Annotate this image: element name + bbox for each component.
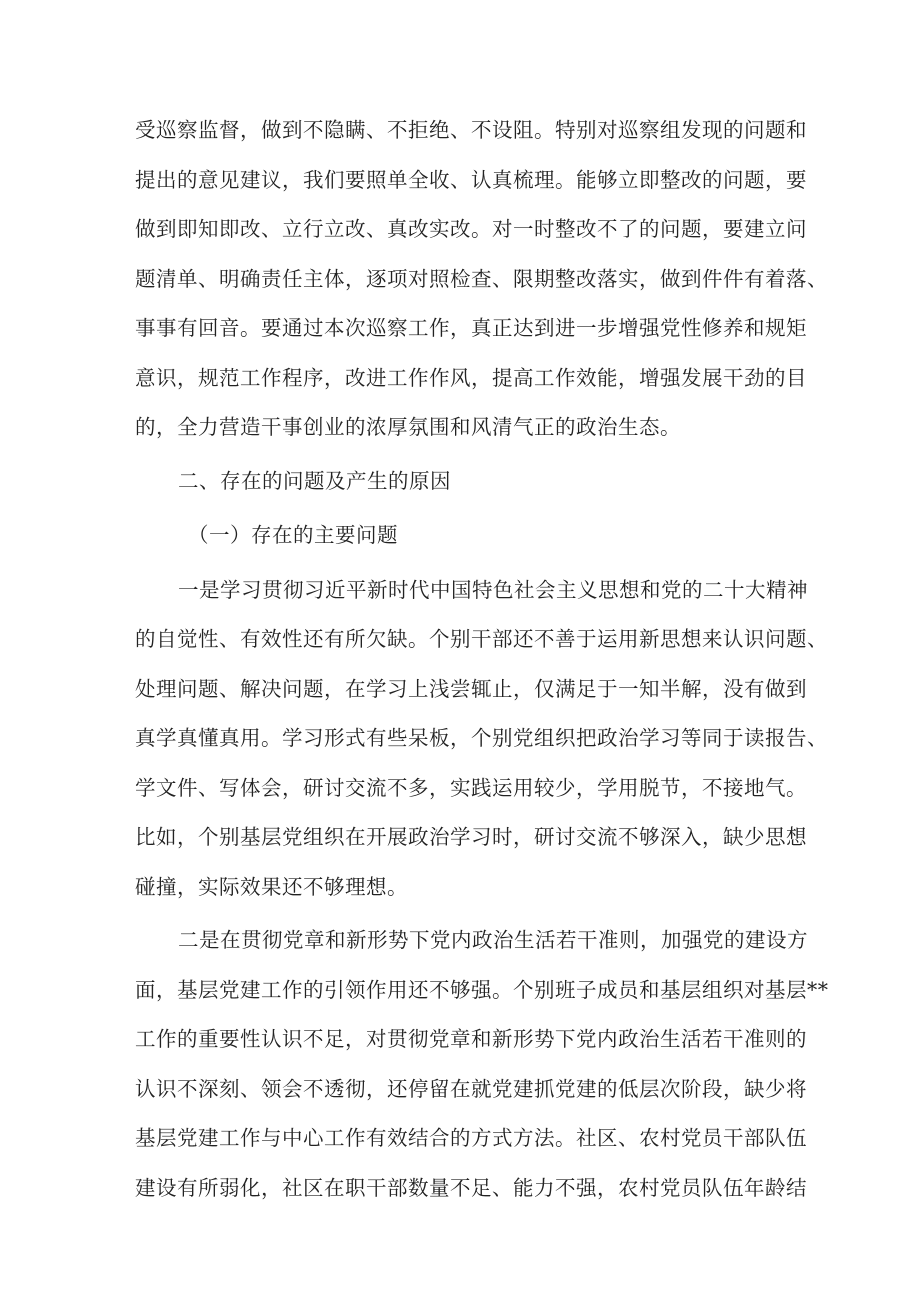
text-line: 二是在贯彻党章和新形势下党内政治生活若干准则，加强党的建设方 [178, 928, 808, 952]
subsection-heading: （一）存在的主要问题 [188, 523, 398, 547]
text-line: 一是学习贯彻习近平新时代中国特色社会主义思想和党的二十大精神 [178, 578, 808, 602]
text-line: 事事有回音。要通过本次巡察工作，真正达到进一步增强党性修养和规矩 [135, 316, 807, 340]
text-line: 提出的意见建议，我们要照单全收、认真梳理。能够立即整改的问题，要 [135, 168, 807, 192]
text-line: 面，基层党建工作的引领作用还不够强。个别班子成员和基层组织对基层** [135, 978, 829, 1002]
text-line: 真学真懂真用。学习形式有些呆板，个别党组织把政治学习等同于读报告、 [135, 726, 828, 750]
text-line: 做到即知即改、立行立改、真改实改。对一时整改不了的问题，要建立问 [135, 217, 807, 241]
text-line: 认识不深刻、领会不透彻，还停留在就党建抓党建的低层次阶段，缺少将 [135, 1077, 807, 1101]
text-line: 受巡察监督，做到不隐瞒、不拒绝、不设阻。特别对巡察组发现的问题和 [135, 118, 807, 142]
text-line: 的自觉性、有效性还有所欠缺。个别干部还不善于运用新思想来认识问题、 [135, 627, 828, 651]
text-line: 比如，个别基层党组织在开展政治学习时，研讨交流不够深入，缺少思想 [135, 825, 807, 849]
text-line: 基层党建工作与中心工作有效结合的方式方法。社区、农村党员干部队伍 [135, 1126, 807, 1150]
text-line: 工作的重要性认识不足，对贯彻党章和新形势下党内政治生活若干准则的 [135, 1027, 807, 1051]
text-line: 碰撞，实际效果还不够理想。 [135, 875, 408, 899]
text-line: 建设有所弱化，社区在职干部数量不足、能力不强，农村党员队伍年龄结 [135, 1176, 807, 1200]
text-line: 题清单、明确责任主体，逐项对照检查、限期整改落实，做到件件有着落、 [135, 267, 828, 291]
text-line: 意识，规范工作程序，改进工作作风，提高工作效能，增强发展干劲的目 [135, 366, 807, 390]
text-line: 处理问题、解决问题，在学习上浅尝辄止，仅满足于一知半解，没有做到 [135, 677, 807, 701]
text-line: 的，全力营造干事创业的浓厚氛围和风清气正的政治生态。 [135, 415, 681, 439]
text-line: 学文件、写体会，研讨交流不多，实践运用较少，学用脱节，不接地气。 [135, 776, 807, 800]
section-heading: 二、存在的问题及产生的原因 [178, 469, 451, 493]
